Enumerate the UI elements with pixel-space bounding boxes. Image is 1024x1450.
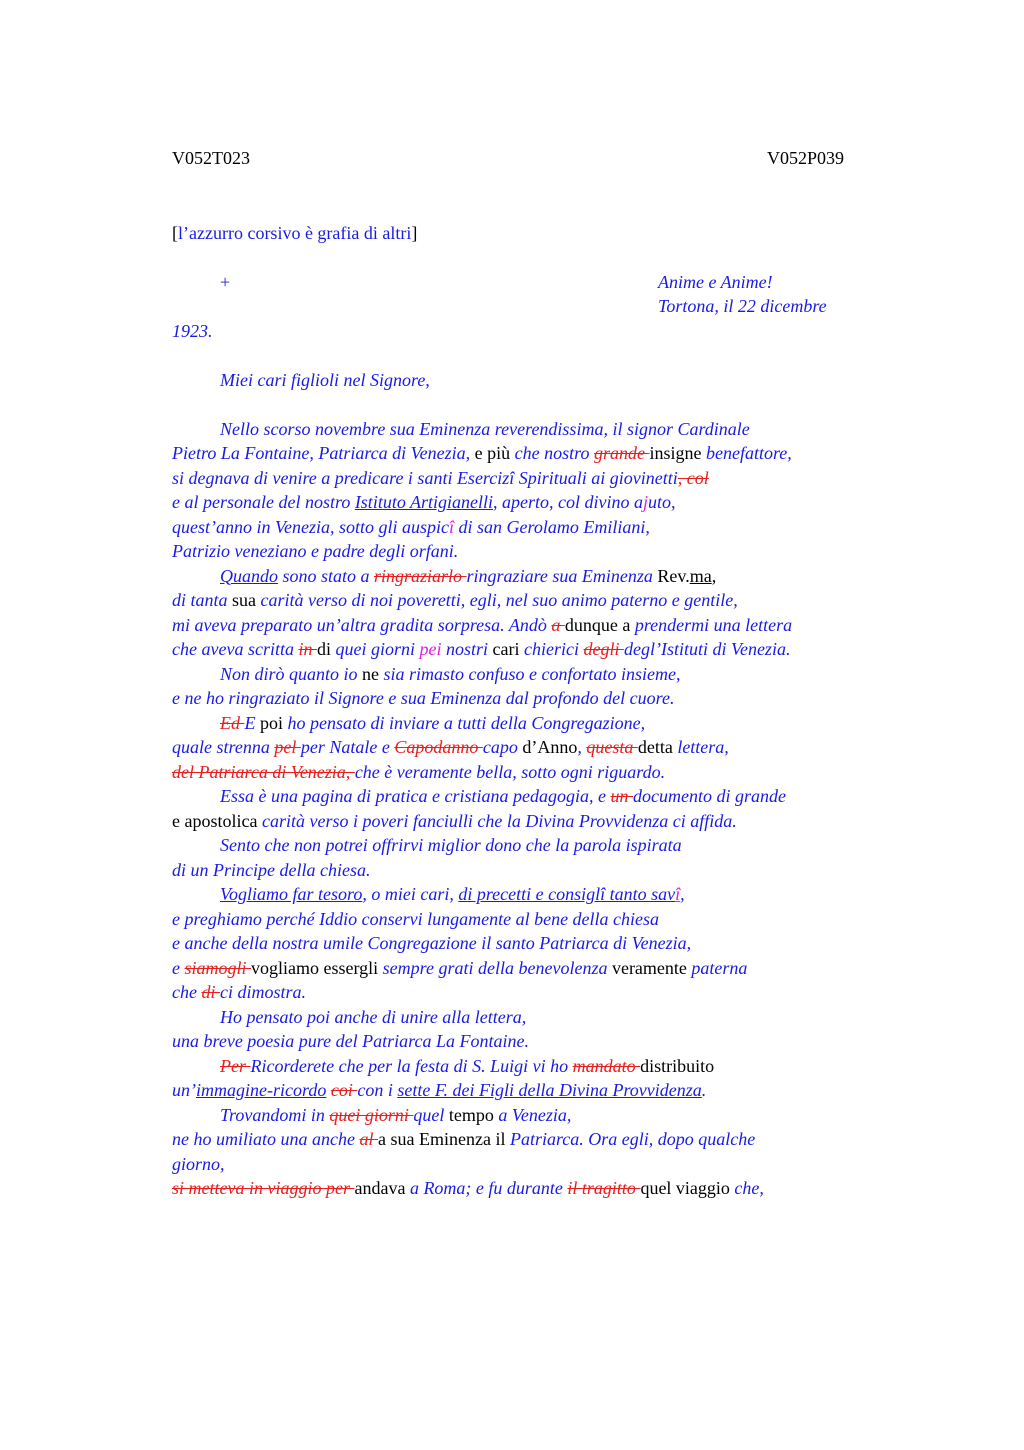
- place-date: Tortona, il 22 dicembre: [658, 296, 827, 316]
- text-segment: lettera,: [677, 737, 729, 757]
- editorial-note: [172, 221, 892, 246]
- paragraph-8: [172, 1005, 892, 1054]
- letter-page: [172, 146, 892, 1201]
- text-segment: sette F. dei Figli della Divina Provvidenza: [397, 1080, 702, 1100]
- text-segment: un: [610, 786, 633, 806]
- text-segment: Essa è una pagina di pratica e cristiana pedagogia, e: [220, 786, 611, 806]
- text-segment: e anche della nostra umile Congregazione il santo Patriarca di Venezia,: [172, 933, 692, 953]
- text-segment: carità verso i poveri fanciulli che la Divina Provvidenza ci affida.: [261, 810, 737, 831]
- text-segment: [: [172, 222, 178, 243]
- text-segment: al: [359, 1129, 378, 1149]
- text-segment: Trovandomi in: [220, 1104, 330, 1125]
- text-segment: vogliamo essergli: [251, 957, 383, 978]
- text-segment: pei: [419, 639, 442, 659]
- text-line: [172, 441, 892, 466]
- text-segment: sempre grati della benevolenza: [382, 957, 612, 978]
- text-segment: Ed: [220, 712, 245, 733]
- text-segment: quale strenna: [172, 737, 275, 757]
- paragraph-9: [172, 1054, 892, 1103]
- text-segment: ,: [711, 565, 717, 586]
- text-segment: Ricorderete che per la festa di S. Luigi vi ho: [250, 1055, 573, 1076]
- text-segment: sia rimasto confuso e confortato insieme,: [383, 663, 681, 684]
- text-segment: Capodanno: [394, 737, 483, 757]
- text-segment: quei giorni: [335, 639, 420, 659]
- text-line: [172, 1103, 892, 1128]
- text-segment: e: [172, 957, 185, 978]
- text-line: [172, 735, 892, 760]
- text-segment: si metteva in viaggio per: [172, 1178, 355, 1198]
- text-segment: l’azzurro corsivo è grafia di altri: [178, 222, 412, 243]
- text-segment: e più: [470, 443, 515, 463]
- text-line: [172, 809, 892, 834]
- text-segment: Istituto Artigianelli: [354, 492, 493, 512]
- text-line: [172, 637, 892, 662]
- text-line: [172, 564, 892, 589]
- text-segment: che è veramente bella, sotto ogni riguardo.: [354, 761, 666, 782]
- text-segment: che aveva scritta: [172, 639, 299, 659]
- text-segment: che nostro: [514, 443, 594, 463]
- paragraph-3: [172, 662, 892, 711]
- text-segment: ne ho umiliato una anche: [172, 1129, 360, 1149]
- text-segment: quest’anno in Venezia, sotto gli auspic: [172, 516, 449, 537]
- text-line: [172, 1127, 892, 1152]
- text-segment: di san Gerolamo Emiliani,: [454, 516, 650, 537]
- text-segment: E: [244, 712, 260, 733]
- text-segment: e apostolica: [172, 810, 262, 831]
- text-segment: ringraziare sua Eminenza: [466, 565, 653, 586]
- text-segment: e preghiamo perché Iddio conservi lungamente al bene della chiesa: [172, 908, 660, 929]
- text-segment: carità verso di noi poveretti, egli, nel suo animo paterno e gentile,: [260, 590, 738, 610]
- text-segment: a Roma; e fu durante: [409, 1178, 568, 1198]
- text-segment: quel viaggio: [640, 1178, 735, 1198]
- text-segment: una breve poesia pure del Patriarca La Fontaine.: [172, 1031, 529, 1051]
- text-segment: il tragitto: [567, 1178, 641, 1198]
- text-segment: di tanta: [172, 590, 233, 610]
- text-segment: Pietro La Fontaine, Patriarca di Venezia,: [172, 443, 471, 463]
- text-segment: paterna: [691, 957, 748, 978]
- text-segment: distribuito: [640, 1055, 715, 1076]
- text-line: [172, 1054, 892, 1079]
- paragraph-2: [172, 564, 892, 662]
- text-segment: di: [201, 982, 220, 1002]
- text-segment: coi: [330, 1080, 358, 1100]
- text-segment: uto,: [648, 492, 676, 512]
- text-segment: Non dirò quanto io: [220, 663, 363, 684]
- text-line: [172, 784, 892, 809]
- document-code-right: V052P039: [766, 148, 844, 168]
- text-segment: d’Anno: [517, 737, 578, 757]
- text-segment: ma: [689, 565, 712, 586]
- text-segment: pel: [274, 737, 301, 757]
- text-line: [172, 490, 892, 515]
- text-segment: sua: [232, 590, 261, 610]
- text-segment: si degnava di venire a predicare i santi Esercizî Spirituali ai giovinetti: [172, 467, 678, 488]
- text-segment: capo: [482, 737, 518, 757]
- text-segment: immagine-ricordo: [196, 1080, 327, 1100]
- text-segment: , col: [677, 467, 709, 488]
- text-segment: Sento che non potrei offrirvi miglior dono che la parola ispirata: [220, 835, 682, 855]
- text-segment: a Venezia,: [498, 1104, 572, 1125]
- paragraph-10: [172, 1103, 892, 1201]
- text-segment: veramente: [611, 957, 692, 978]
- text-segment: Nello scorso novembre sua Eminenza reverendissima, il signor Cardinale: [220, 418, 750, 439]
- text-line: [172, 662, 892, 687]
- text-segment: prendermi una lettera: [634, 614, 793, 635]
- text-segment: che: [172, 982, 202, 1002]
- text-line: [172, 466, 892, 491]
- text-segment: chierici: [523, 639, 584, 659]
- text-segment: andava: [354, 1178, 410, 1198]
- paragraph-4: [172, 711, 892, 785]
- text-line: [172, 515, 892, 540]
- paragraph-7: [172, 882, 892, 1005]
- text-segment: ne: [362, 663, 384, 684]
- text-segment: î: [675, 884, 681, 904]
- text-segment: degli: [583, 639, 624, 659]
- text-segment: del Patriarca di Venezia,: [172, 761, 355, 782]
- text-segment: in: [298, 639, 317, 659]
- text-segment: ho pensato di inviare a tutti della Congregazione,: [287, 712, 646, 733]
- text-segment: Patrizio veneziano e padre degli orfani.: [172, 541, 459, 561]
- text-segment: un’: [172, 1080, 196, 1100]
- text-line: [172, 613, 892, 638]
- text-segment: , aperto, col divino a: [493, 492, 643, 512]
- text-segment: a: [551, 614, 565, 635]
- text-line: [172, 760, 892, 785]
- salutation: Miei cari figlioli nel Signore,: [220, 369, 430, 390]
- text-segment: mandato: [572, 1055, 641, 1076]
- text-segment: che,: [734, 1178, 764, 1198]
- text-segment: ,: [680, 884, 685, 904]
- letter-heading: [172, 270, 892, 319]
- text-segment: questa: [586, 737, 638, 757]
- text-segment: ringraziarlo: [374, 565, 467, 586]
- text-line: [172, 882, 892, 907]
- text-segment: , o miei cari,: [362, 884, 459, 904]
- text-line: [172, 1176, 892, 1201]
- text-segment: degl’Istituti di Venezia.: [623, 639, 791, 659]
- text-segment: siamogli: [184, 957, 252, 978]
- text-segment: e ne ho ringraziato il Signore e sua Eminenza dal profondo del cuore.: [172, 688, 675, 708]
- text-line: [172, 980, 892, 1005]
- text-segment: .: [701, 1080, 707, 1100]
- text-segment: Quando: [220, 565, 278, 586]
- text-segment: documento di grande: [632, 786, 786, 806]
- letter-title: Anime e Anime!: [658, 271, 773, 292]
- text-segment: di precetti e consiglî tanto sav: [458, 884, 676, 904]
- text-segment: benefattore,: [705, 443, 792, 463]
- text-segment: Patriarca. Ora egli, dopo qualche: [509, 1129, 756, 1149]
- paragraph-1: [172, 417, 892, 564]
- text-segment: mi aveva preparato un’altra gradita sorpresa. Andò: [172, 614, 552, 635]
- text-segment: insigne: [649, 443, 706, 463]
- date-year: 1923.: [172, 320, 213, 341]
- text-segment: î: [448, 516, 454, 537]
- text-segment: tempo: [444, 1104, 499, 1125]
- text-segment: di un Principe della chiesa.: [172, 859, 371, 880]
- text-segment: j: [642, 492, 648, 512]
- paragraph-6: [172, 833, 892, 882]
- text-segment: ]: [411, 222, 418, 243]
- text-segment: Per: [220, 1055, 251, 1076]
- text-segment: poi: [260, 712, 288, 733]
- text-segment: Rev.: [652, 565, 690, 586]
- page-header: [172, 146, 844, 171]
- text-segment: Vogliamo far tesoro: [220, 884, 363, 904]
- text-segment: Ho pensato poi anche di unire alla lettera,: [220, 1006, 527, 1027]
- text-segment: grande: [593, 443, 650, 463]
- text-segment: dunque a: [564, 614, 635, 635]
- text-segment: a sua Eminenza il: [378, 1129, 510, 1149]
- paragraph-5: [172, 784, 892, 833]
- text-segment: di: [316, 639, 336, 659]
- text-segment: e al personale del nostro: [172, 492, 355, 512]
- text-segment: nostri: [441, 639, 493, 659]
- cross-symbol: +: [220, 271, 231, 292]
- text-line: [172, 1078, 892, 1103]
- text-segment: cari: [492, 639, 524, 659]
- text-segment: ci dimostra.: [220, 982, 307, 1002]
- text-segment: quel: [413, 1104, 445, 1125]
- text-segment: per Natale e: [300, 737, 395, 757]
- text-segment: con i: [357, 1080, 398, 1100]
- text-segment: detta: [637, 737, 678, 757]
- document-code-left: V052T023: [172, 148, 250, 168]
- text-line: [172, 588, 892, 613]
- text-line: [172, 956, 892, 981]
- text-segment: ,: [577, 737, 587, 757]
- text-segment: quei giorni: [329, 1104, 414, 1125]
- text-segment: sono stato a: [278, 565, 375, 586]
- text-segment: giorno,: [172, 1153, 225, 1174]
- text-line: [172, 711, 892, 736]
